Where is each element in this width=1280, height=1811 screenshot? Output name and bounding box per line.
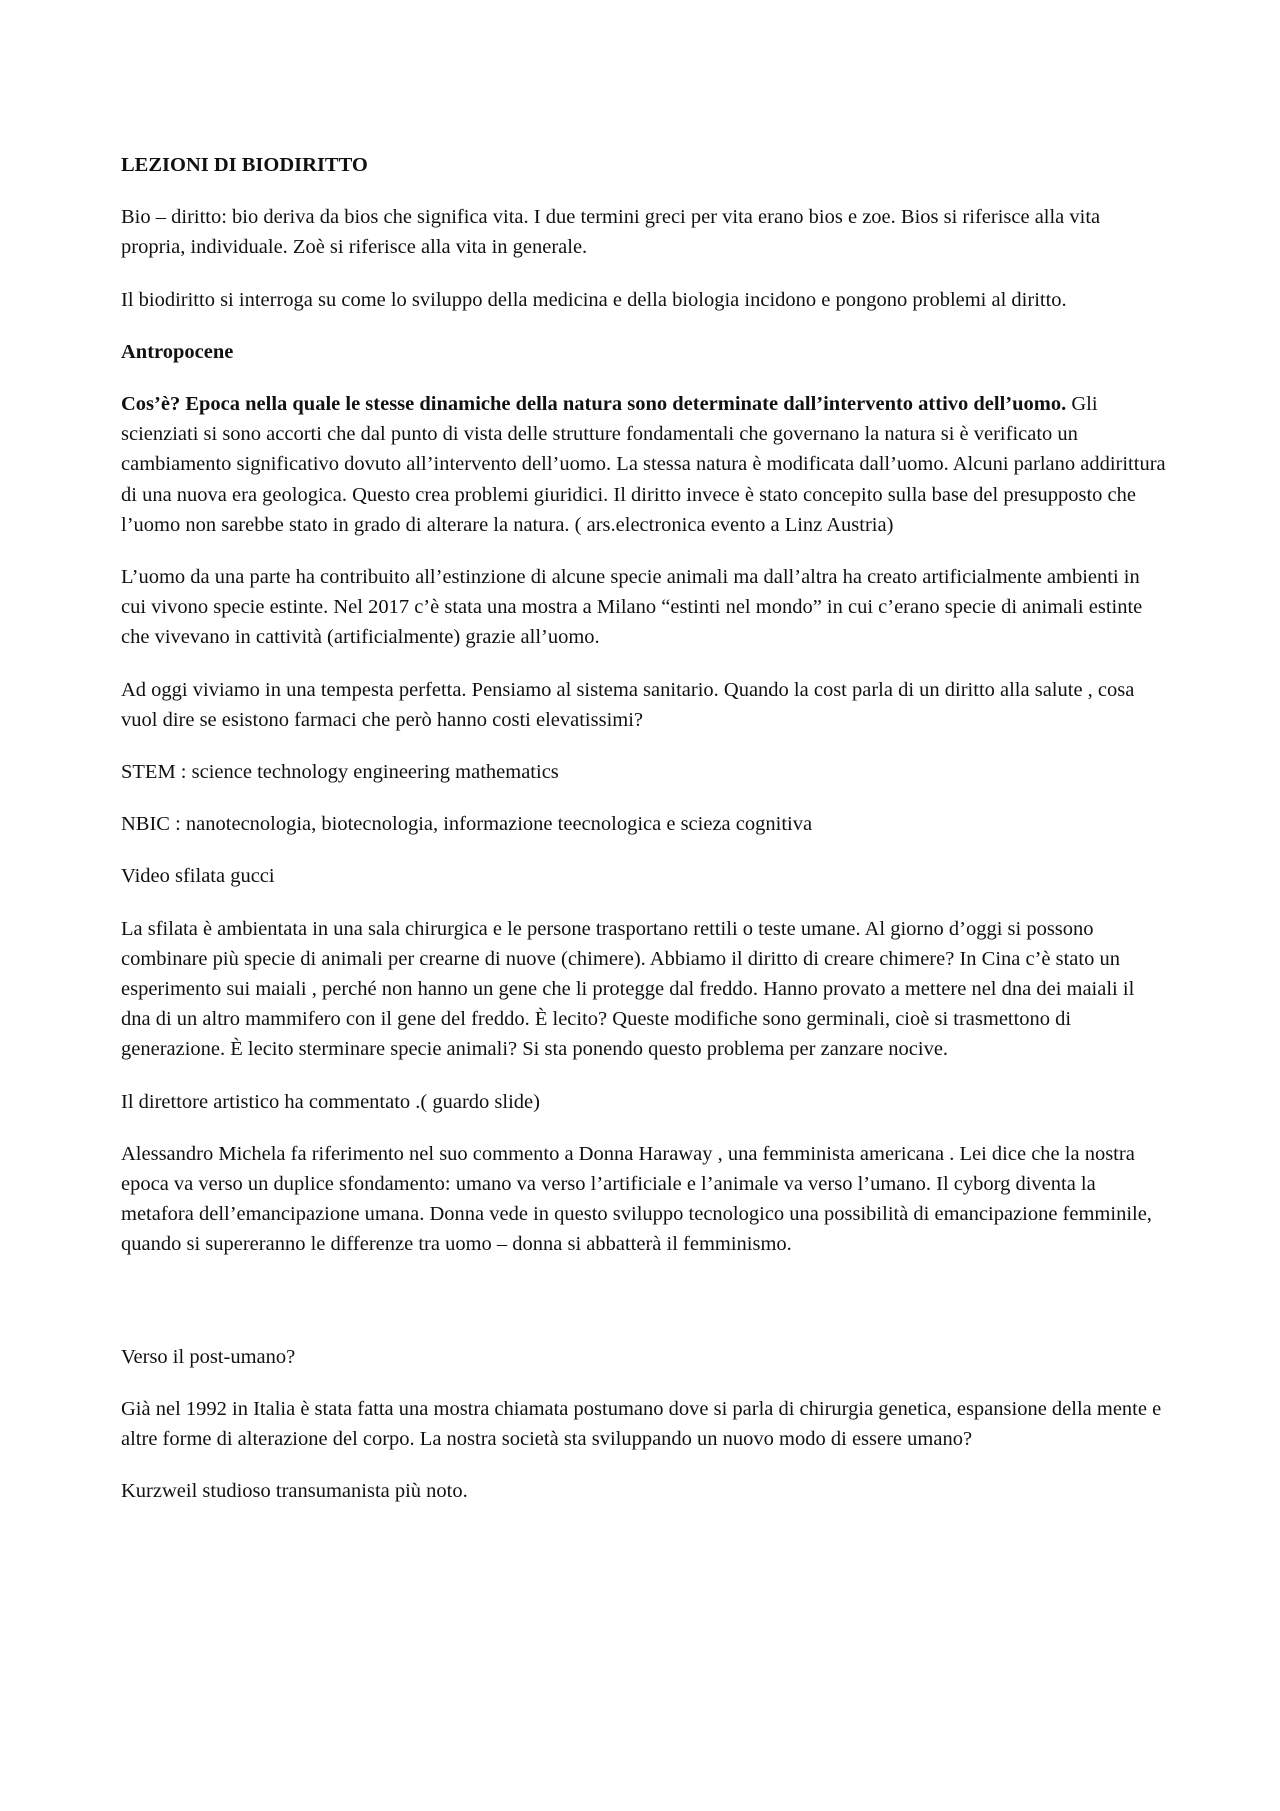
heading-antropocene: Antropocene [121,340,234,363]
paragraph-antropocene [121,389,1166,540]
paragraph-video-sfilata: Video sfilata gucci [121,865,275,888]
paragraph-kurzweil: Kurzweil studioso transumanista più noto. [121,1480,468,1503]
antropocene-definition-bold: Cos’è? Epoca nella quale le stesse dinamiche della natura sono determinate dall’intervento attivo dell’uomo. [121,393,1067,416]
paragraph-haraway: Alessandro Michela fa riferimento nel suo commento a Donna Haraway , una femminista americana . Lei dice che la nostra epoca va verso un duplice sfondamento: umano va verso l’artificiale e l’animale va verso l’umano. Il cyborg diventa la metafora dell’emancipazione umana. Donna vede in questo sviluppo tecnologico una possibilità di emancipazione femminile, quando si supereranno le differenze tra uomo – donna si abbatterà il femminismo. [121,1142,1152,1256]
document-title: LEZIONI DI BIODIRITTO [121,154,368,176]
paragraph-post-umano-question: Verso il post-umano? [121,1345,296,1368]
blank-space [121,1282,1166,1342]
paragraph-nbic: NBIC : nanotecnologia, biotecnologia, informazione teecnologica e scieza cognitiva [121,813,813,836]
paragraph-biodiritto-definition: Il biodiritto si interroga su come lo sviluppo della medicina e della biologia incidono e pongono problemi al diritto. [121,288,1067,311]
paragraph-tempesta-perfetta: Ad oggi viviamo in una tempesta perfetta. Pensiamo al sistema sanitario. Quando la cost parla di un diritto alla salute , cosa vuol dire se esistono farmaci che però hanno costi elevatissimi? [121,678,1135,731]
paragraph-mostra-postumano: Già nel 1992 in Italia è stata fatta una mostra chiamata postumano dove si parla di chirurgia genetica, espansione della mente e altre forme di alterazione del corpo. La nostra società sta sviluppando un nuovo modo di essere umano? [121,1397,1162,1451]
antropocene-definition-text: Gli scienziati si sono accorti che dal punto di vista delle strutture fondamentali che governano la natura si è verificato un cambiamento significativo dovuto all’intervento dell’uomo. La stessa natura è modificata dall’uomo. Alcuni parlano addirittura di una nuova era geologica. Questo crea problemi giuridici. Il diritto invece è stato concepito sulla base del presupposto che l’uomo non sarebbe stato in grado di alterare la natura. ( ars.electronica evento a Linz Austria) [121,393,1166,536]
paragraph-estinzione: L’uomo da una parte ha contribuito all’estinzione di alcune specie animali ma dall’altra ha creato artificialmente ambienti in cui vivono specie estinte. Nel 2017 c’è stata una mostra a Milano “estinti nel mondo” in cui c’erano specie di animali estinte che vivevano in cattività (artificialmente) grazie all’uomo. [121,566,1143,649]
paragraph-direttore-artistico: Il direttore artistico ha commentato .( guardo slide) [121,1090,540,1113]
paragraph-bio-diritto: Bio – diritto: bio deriva da bios che significa vita. I due termini greci per vita erano bios e zoe. Bios si riferisce alla vita propria, individuale. Zoè si riferisce alla vita in generale. [121,206,1101,259]
paragraph-sfilata-chimere: La sfilata è ambientata in una sala chirurgica e le persone trasportano rettili o teste umane. Al giorno d’oggi si possono combinare più specie di animali per crearne di nuove (chimere). Abbiamo il diritto di creare chimere? In Cina c’è stato un esperimento sui maiali , perché non hanno un gene che li protegge dal freddo. Hanno provato a mettere nel dna dei maiali il dna di un altro mammifero con il gene del freddo. È lecito? Queste modifiche sono germinali, cioè si trasmettono di generazione. È lecito sterminare specie animali? Si sta ponendo questo problema per zanzare nocive. [121,917,1135,1061]
document-body [121,150,1166,1529]
paragraph-stem: STEM : science technology engineering mathematics [121,761,559,784]
